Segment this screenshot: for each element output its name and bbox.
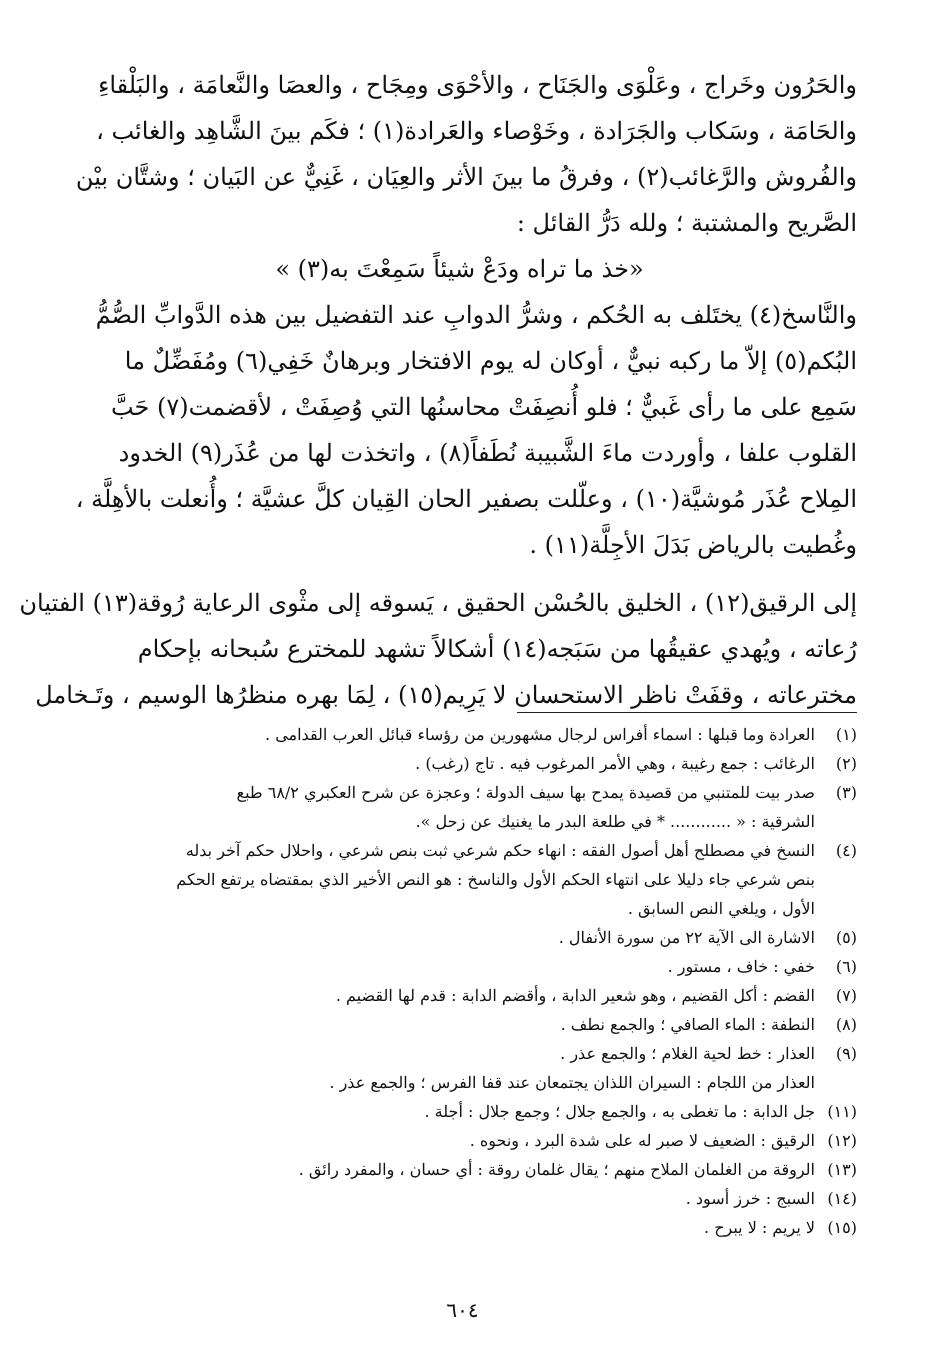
footnote (62, 836, 857, 865)
page-number: ٦٠٤ (446, 1298, 479, 1322)
footnote-text: النسخ في مصطلح أهل أصول الفقه : انهاء حكم شرعي ثبت بنص شرعي ، واحلال حكم آخر بدله (185, 841, 815, 860)
footnote-text: العذار من اللجام : السيران اللذان يجتمعان عند قفا الفرس ؛ والجمع عذر . (329, 1073, 815, 1092)
footnote-text: خفي : خاف ، مستور . (667, 957, 815, 976)
footnote (62, 1010, 857, 1039)
footnote-continuation (62, 865, 857, 894)
text-line: والنَّاسخ(٤) يختَلف به الحُكم ، وشرُّ الدوابِ عند التفضيل بين هذه الدَّوابِّ الصُّمُّ (95, 301, 857, 329)
footnote-text: السبج : خرز أسود . (685, 1189, 815, 1208)
footnote-text: صدر بيت للمتنبي من قصيدة يمدح بها سيف الدولة ؛ وعجزة عن شرح العكبري ٦٨/٢ طبع (236, 783, 815, 802)
footnote-separator (517, 712, 857, 713)
footnote-number: (١) (835, 725, 857, 744)
footnote-number: (٤) (835, 841, 857, 860)
footnote-text: العرادة وما قبلها : اسماء أفراس لرجال مشهورين من رؤساء قبائل العرب القدامى . (265, 725, 815, 744)
footnote-text: بنص شرعي جاء دليلا على انتهاء الحكم الأول والناسخ : هو النص الأخير الذي بمقتضاه يرتفع الحكم (176, 870, 815, 889)
text-line: مخترعاته ، وقفَتْ ناظر الاستحسان لا يَرِيم(١٥) ، لِمَا بهره منظرُها الوسيم ، وتَـخامل (35, 681, 857, 709)
footnote (62, 1039, 857, 1068)
footnote-number: (١١) (827, 1102, 857, 1121)
text-line: والحَرُون وخَراج ، وعَلْوَى والجَنَاح ، والأحْوَى ومِجَاح ، والعصَا والنَّعامَة ، والبَلْقاءِ (98, 71, 857, 99)
footnote-number: (٦) (835, 957, 857, 976)
footnote (62, 1126, 857, 1155)
footnote-text: الرغائب : جمع رغيبة ، وهي الأمر المرغوب فيه . تاج (رغب) . (415, 754, 815, 773)
footnote-number: (٢) (835, 754, 857, 773)
main-text (19, 62, 857, 718)
text-line: المِلاح عُذَر مُوشيَّة(١٠) ، وعلّلت بصفير الحان القِيان كلَّ عشيَّة ؛ وأُنعلت بالأهِلَّة ، (75, 485, 857, 513)
footnote (62, 1155, 857, 1184)
footnote-text: العذار : خط لحية الغلام ؛ والجمع عذر . (560, 1044, 815, 1063)
footnote (62, 720, 857, 749)
footnote-continuation (62, 894, 857, 923)
text-line: البُكم(٥) إلاّ ما ركبه نبيٌّ ، أوكان له يوم الافتخار وبرهانٌ خَفِي(٦) ومُفَضِّلٌ ما (124, 347, 857, 375)
footnote-text: القضم : أكل القضيم ، وهو شعير الدابة ، وأقضم الدابة : قدم لها القضيم . (335, 986, 815, 1005)
footnote (62, 778, 857, 807)
footnote-number: (٨) (835, 1015, 857, 1034)
paragraph-gap (62, 568, 857, 580)
footnote-text: الاشارة الى الآية ٢٢ من سورة الأنفال . (558, 928, 815, 947)
text-line: سَمِع على ما رأى غَبيٌّ ؛ فلو أُنصِفَتْ محاسنُها التي وُصِفَتْ ، لأقضمت(٧) حَبَّ (110, 393, 857, 421)
footnote (62, 923, 857, 952)
text-line: الصَّريح والمشتبة ؛ ولله دَرُّ القائل : (516, 209, 857, 237)
footnote-number: (٧) (835, 986, 857, 1005)
footnote-number: (١٥) (827, 1218, 857, 1237)
footnote-number: (٩) (835, 1044, 857, 1063)
text-line: القلوب علفا ، وأوردت ماءَ الشَّبيبة نُطَفاً(٨) ، واتخذت لها من عُذَر(٩) الخدود (118, 439, 857, 467)
footnote-text: النطفة : الماء الصافي ؛ والجمع نطف . (560, 1015, 815, 1034)
footnote-continuation (62, 807, 857, 836)
footnote (62, 952, 857, 981)
quoted-verse: «خذ ما تراه ودَعْ شيئاً سَمِعْتَ به(٣) » (275, 255, 644, 283)
footnote-number: (٥) (835, 928, 857, 947)
footnote-text: جل الدابة : ما تغطى به ، والجمع جلال ؛ وجمع جلال : أجلة . (424, 1102, 815, 1121)
footnote-text: الرقيق : الضعيف لا صبر له على شدة البرد ، ونحوه . (469, 1131, 815, 1150)
footnote-number: (١٤) (827, 1189, 857, 1208)
text-line: رُعاته ، ويُهدي عقيقُها من سَبَجه(١٤) أشكالاً تشهد للمخترع سُبحانه بإحكام (137, 635, 857, 663)
text-line: والفُروش والرَّغائب(٢) ، وفرقُ ما بينَ الأثر والعِيَان ، غَنِيٌّ عن البَيان ؛ وشتَّان بيْن (75, 163, 857, 191)
footnote-continuation (62, 1068, 857, 1097)
footnote (62, 1184, 857, 1213)
footnote-number: (١٣) (827, 1160, 857, 1179)
text-line: والحَامَة ، وسَكاب والجَرَادة ، وخَوْصاء والعَرادة(١) ؛ فكَم بينَ الشَّاهِد والغائب ، (96, 117, 857, 145)
footnote-text: الأول ، ويلغي النص السابق . (627, 899, 815, 918)
footnotes (62, 720, 857, 1242)
footnote (62, 1097, 857, 1126)
text-line: وغُطيت بالرياض بَدَلَ الأجِلَّة(١١) . (529, 531, 857, 559)
footnote-text: لا يريم : لا يبرح . (704, 1218, 815, 1237)
footnote (62, 1213, 857, 1242)
footnote-number: (١٢) (827, 1131, 857, 1150)
footnote (62, 981, 857, 1010)
text-line: إلى الرقيق(١٢) ، الخليق بالحُسْن الحقيق ، يَسوقه إلى مثْوى الرعاية رُوقة(١٣) الفتيان (19, 589, 857, 617)
footnote (62, 749, 857, 778)
footnote-text: الروقة من الغلمان الملاح منهم ؛ يقال غلمان روقة : أي حسان ، والمفرد رائق . (298, 1160, 815, 1179)
footnote-text: الشرقية : « ............ * في طلعة البدر ما يغنيك عن زحل ». (415, 812, 815, 831)
footnote-number: (٣) (835, 783, 857, 802)
